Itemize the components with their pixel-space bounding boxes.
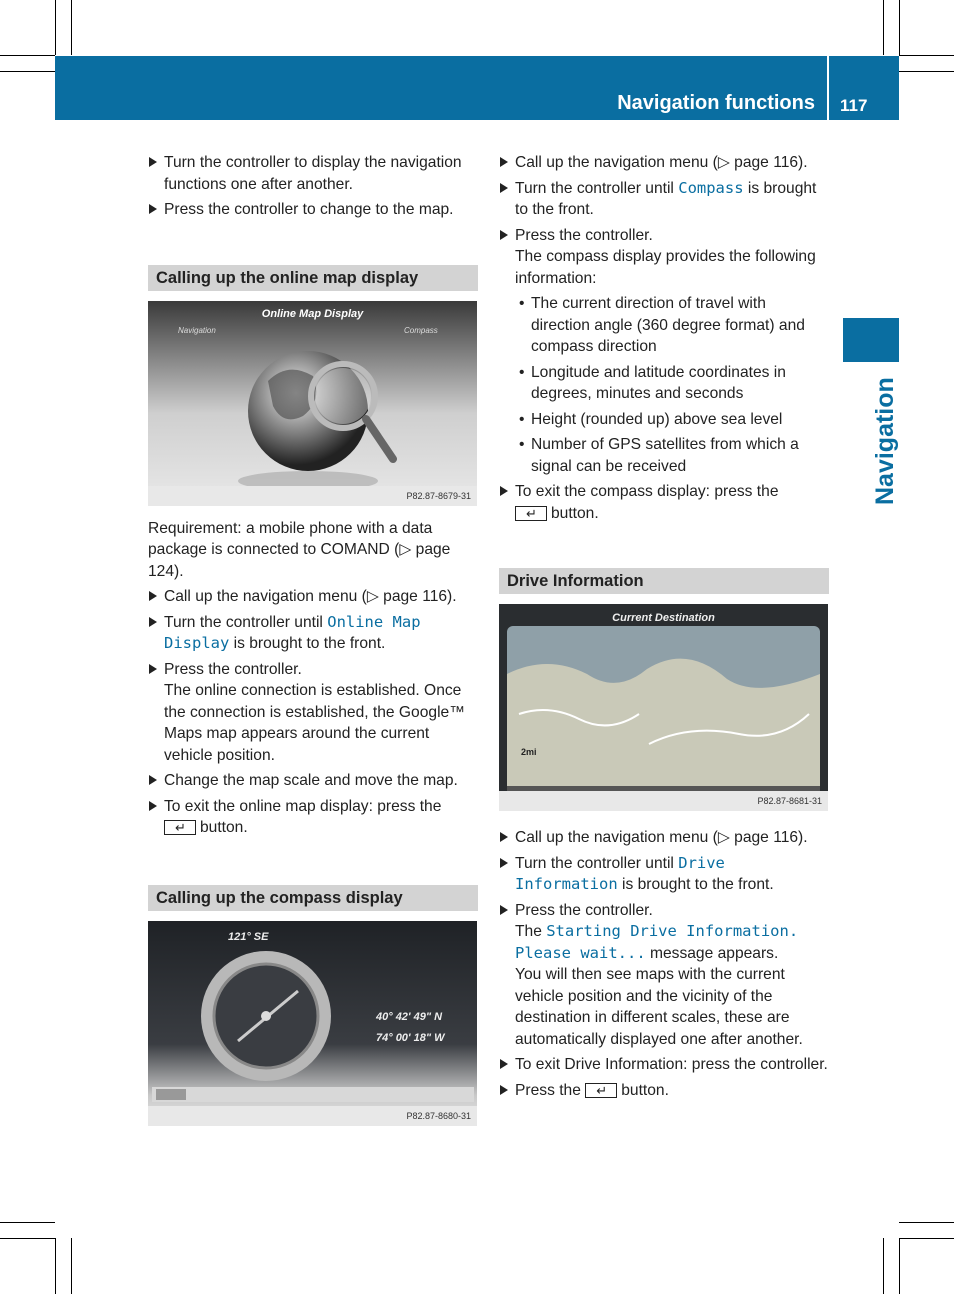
crop-mark: [883, 1238, 884, 1294]
list-item: • Number of GPS satellites from which a signal can be received: [519, 436, 799, 475]
section-heading: Calling up the compass display: [148, 885, 478, 911]
step-arrow-icon: [500, 858, 508, 868]
header-divider: [827, 56, 829, 120]
step-arrow-icon: [149, 591, 157, 601]
right-column: [499, 152, 829, 1105]
drive-info-figure: [499, 604, 828, 811]
step: [499, 481, 829, 524]
screen-title: Current Destination: [612, 612, 715, 624]
step-arrow-icon: [149, 775, 157, 785]
figure-caption: P82.87-8680-31: [148, 1106, 477, 1126]
list-item-text: Longitude and latitude coordinates in degrees, minutes and seconds: [531, 363, 786, 402]
step-arrow-icon: [149, 801, 157, 811]
crop-mark: [899, 1238, 954, 1239]
back-button-icon: [515, 506, 547, 521]
step-text: Press the controller to change to the map.: [164, 201, 454, 218]
step-arrow-icon: [500, 905, 508, 915]
menu-item-code: Drive Information: [515, 853, 725, 893]
crop-mark: [0, 1222, 55, 1223]
step-text: Turn the controller until: [164, 613, 328, 631]
step-arrow-icon: [149, 157, 157, 167]
menu-item-code: Compass: [678, 178, 744, 197]
screen-title: Online Map Display: [261, 307, 364, 320]
crop-mark: [0, 71, 55, 72]
step-text: To exit the online map display: press the: [164, 797, 442, 815]
step-text: The compass display provides the following information:: [515, 248, 816, 287]
figure-caption: P82.87-8681-31: [499, 791, 828, 811]
step-text: is brought to the front.: [515, 179, 817, 218]
step-arrow-icon: [149, 664, 157, 674]
requirement-text: Requirement: a mobile phone with a data package is connected to COMAND (▷ page 124).: [148, 519, 451, 580]
page-header: [55, 56, 899, 120]
back-button-icon: [164, 820, 196, 835]
step-text: button.: [621, 1081, 669, 1099]
step: [148, 796, 478, 839]
step-arrow-icon: [500, 486, 508, 496]
online-map-figure: [148, 301, 477, 506]
step-arrow-icon: [500, 1085, 508, 1095]
step-text: Call up the navigation menu (▷ page 116).: [515, 829, 808, 846]
step: [499, 225, 829, 290]
step-text: The online connection is established. Once the connection is established, the Google™ Maps map appears around the current vehicle position.: [164, 682, 465, 764]
crop-mark: [899, 1238, 900, 1294]
longitude-readout: 74° 00' 18" W: [376, 1031, 445, 1044]
step: [499, 1080, 829, 1102]
step: [499, 900, 829, 1051]
step-text: message appears.: [645, 944, 779, 962]
menu-item-code: Online Map Display: [164, 612, 421, 652]
side-chapter-label: Navigation: [871, 377, 899, 505]
heading-readout: 121° SE: [228, 930, 269, 943]
section-heading: Calling up the online map display: [148, 265, 478, 291]
crop-mark: [899, 0, 900, 55]
step-text: Turn the controller to display the navigation functions one after another.: [164, 154, 462, 193]
latitude-readout: 40° 42' 49" N: [376, 1010, 443, 1023]
left-column: [148, 152, 478, 1126]
step-arrow-icon: [500, 230, 508, 240]
section-heading: Drive Information: [499, 568, 829, 594]
compass-figure: [148, 921, 477, 1126]
step-arrow-icon: [500, 183, 508, 193]
step-text: The: [515, 923, 547, 940]
step-text: Press the controller.: [515, 901, 653, 919]
step-text: Turn the controller until: [515, 179, 679, 197]
step-text: You will then see maps with the current vehicle position and the vicinity of the destination in different scales, these are automatically displayed one after another.: [515, 966, 803, 1048]
step-text: To exit Drive Information: press the controller.: [515, 1056, 828, 1073]
list-item: • The current direction of travel with direction angle (360 degree format) and compass direction: [519, 295, 805, 355]
step: [148, 586, 478, 608]
page-number: 117: [840, 96, 868, 115]
crop-mark: [0, 55, 55, 56]
step-text: is brought to the front.: [617, 876, 774, 893]
figure-caption: P82.87-8679-31: [148, 486, 477, 506]
crop-mark: [899, 71, 954, 72]
step-arrow-icon: [500, 1059, 508, 1069]
message-code: Starting Drive Information. Please wait...: [515, 922, 799, 962]
crop-mark: [71, 0, 72, 55]
screen-right-label: Compass: [404, 325, 438, 335]
crop-mark: [55, 1238, 56, 1294]
step-text: To exit the compass display: press the: [515, 483, 779, 500]
chapter-title: Navigation functions: [617, 92, 815, 114]
list-item-text: The current direction of travel with direction angle (360 degree format) and compass direction: [531, 295, 805, 355]
crop-mark: [899, 55, 954, 56]
map-scale: 2mi: [521, 747, 537, 757]
step-text: Turn the controller until: [515, 854, 679, 872]
step: [148, 152, 478, 195]
list-item: • Longitude and latitude coordinates in degrees, minutes and seconds: [519, 363, 786, 402]
list-item-text: Height (rounded up) above sea level: [531, 410, 783, 428]
side-tab: [843, 318, 899, 362]
list-item: • Height (rounded up) above sea level: [519, 410, 783, 428]
step-text: is brought to the front.: [229, 635, 386, 652]
map-icon: [499, 604, 828, 811]
step: [499, 152, 829, 174]
globe-icon: [148, 301, 477, 506]
crop-mark: [0, 1238, 55, 1239]
step-arrow-icon: [500, 832, 508, 842]
crop-mark: [883, 0, 884, 55]
step-text: button.: [200, 819, 248, 836]
step-text: Press the: [515, 1081, 581, 1099]
step: [148, 770, 478, 792]
crop-mark: [55, 0, 56, 55]
crop-mark: [899, 1222, 954, 1223]
step-text: Change the map scale and move the map.: [164, 772, 458, 789]
step-text: Call up the navigation menu (▷ page 116).: [515, 154, 808, 171]
step: [499, 178, 829, 221]
list-item-text: Number of GPS satellites from which a signal can be received: [531, 436, 799, 475]
step: [499, 827, 829, 849]
step-arrow-icon: [500, 157, 508, 167]
step: [499, 1054, 829, 1076]
step-arrow-icon: [149, 204, 157, 214]
step: [148, 199, 478, 221]
screen-left-label: Navigation: [178, 325, 216, 335]
step-text: Press the controller.: [515, 226, 653, 244]
step-arrow-icon: [149, 617, 157, 627]
back-button-icon: [585, 1083, 617, 1098]
step: [148, 659, 478, 767]
step-text: Call up the navigation menu (▷ page 116).: [164, 588, 457, 605]
step-text: button.: [551, 504, 599, 522]
step: [499, 853, 829, 896]
crop-mark: [71, 1238, 72, 1294]
step-text: Press the controller.: [164, 660, 302, 678]
step: [148, 612, 478, 655]
